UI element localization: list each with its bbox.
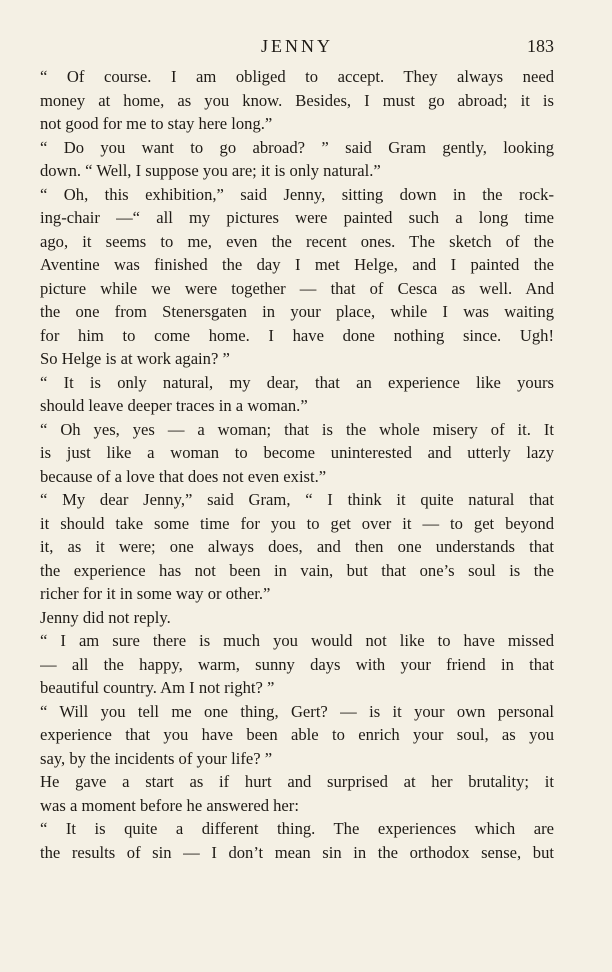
- text-line: He gave a start as if hurt and surprised at her brutality; it: [40, 772, 554, 791]
- text-line: “ It is quite a different thing. The experiences which are: [40, 819, 554, 838]
- text-line: down. “ Well, I suppose you are; it is only natural.”: [40, 161, 381, 180]
- body-text: [40, 65, 554, 864]
- text-line: “ Will you tell me one thing, Gert? — is it your own personal: [40, 701, 554, 721]
- text-line: ing-chair —“ all my pictures were painted such a long time: [40, 208, 554, 227]
- text-line: ago, it seems to me, even the recent ones. The sketch of the: [40, 231, 554, 251]
- text-line: the results of sin — I don’t mean sin in the orthodox sense, but: [40, 842, 554, 862]
- running-title: JENNY: [261, 36, 333, 56]
- text-line: it should take some time for you to get over it — to get beyond: [40, 513, 554, 533]
- text-line: was a moment before he answered her:: [40, 795, 299, 815]
- text-line: for him to come home. I have done nothing since. Ugh!: [40, 325, 554, 345]
- text-line: picture while we were together — that of Cesca as well. And: [40, 278, 554, 298]
- text-line: richer for it in some way or other.”: [40, 584, 271, 603]
- text-line: “ Oh yes, yes — a woman; that is the whole misery of it. It: [40, 419, 554, 439]
- text-line: “ Of course. I am obliged to accept. They always need: [40, 67, 554, 86]
- text-line: experience that you have been able to enrich your soul, as you: [40, 725, 554, 744]
- text-line: “ It is only natural, my dear, that an experience like yours: [40, 372, 554, 392]
- running-head: [40, 36, 554, 58]
- text-line: the one from Stenersgaten in your place, while I was waiting: [40, 302, 554, 321]
- text-line: “ My dear Jenny,” said Gram, “ I think it quite natural that: [40, 490, 554, 509]
- text-line: money at home, as you know. Besides, I must go abroad; it is: [40, 90, 554, 110]
- page-number: 183: [527, 36, 554, 56]
- text-line: “ I am sure there is much you would not like to have missed: [40, 631, 554, 650]
- text-line: the experience has not been in vain, but that one’s soul is the: [40, 560, 554, 580]
- text-line: “ Do you want to go abroad? ” said Gram gently, looking: [40, 137, 554, 157]
- text-line: it, as it were; one always does, and then one understands that: [40, 537, 554, 556]
- text-line: because of a love that does not even exist.”: [40, 466, 327, 486]
- text-line: should leave deeper traces in a woman.”: [40, 396, 308, 415]
- text-line: Jenny did not reply.: [40, 607, 171, 627]
- text-line: So Helge is at work again? ”: [40, 349, 230, 368]
- text-line: is just like a woman to become uninterested and utterly lazy: [40, 443, 554, 462]
- text-line: beautiful country. Am I not right? ”: [40, 678, 275, 697]
- text-line: say, by the incidents of your life? ”: [40, 748, 273, 768]
- text-line: — all the happy, warm, sunny days with your friend in that: [40, 654, 554, 674]
- text-line: “ Oh, this exhibition,” said Jenny, sitting down in the rock-: [40, 184, 554, 204]
- text-line: Aventine was finished the day I met Helge, and I painted the: [40, 255, 554, 274]
- text-line: not good for me to stay here long.”: [40, 114, 273, 133]
